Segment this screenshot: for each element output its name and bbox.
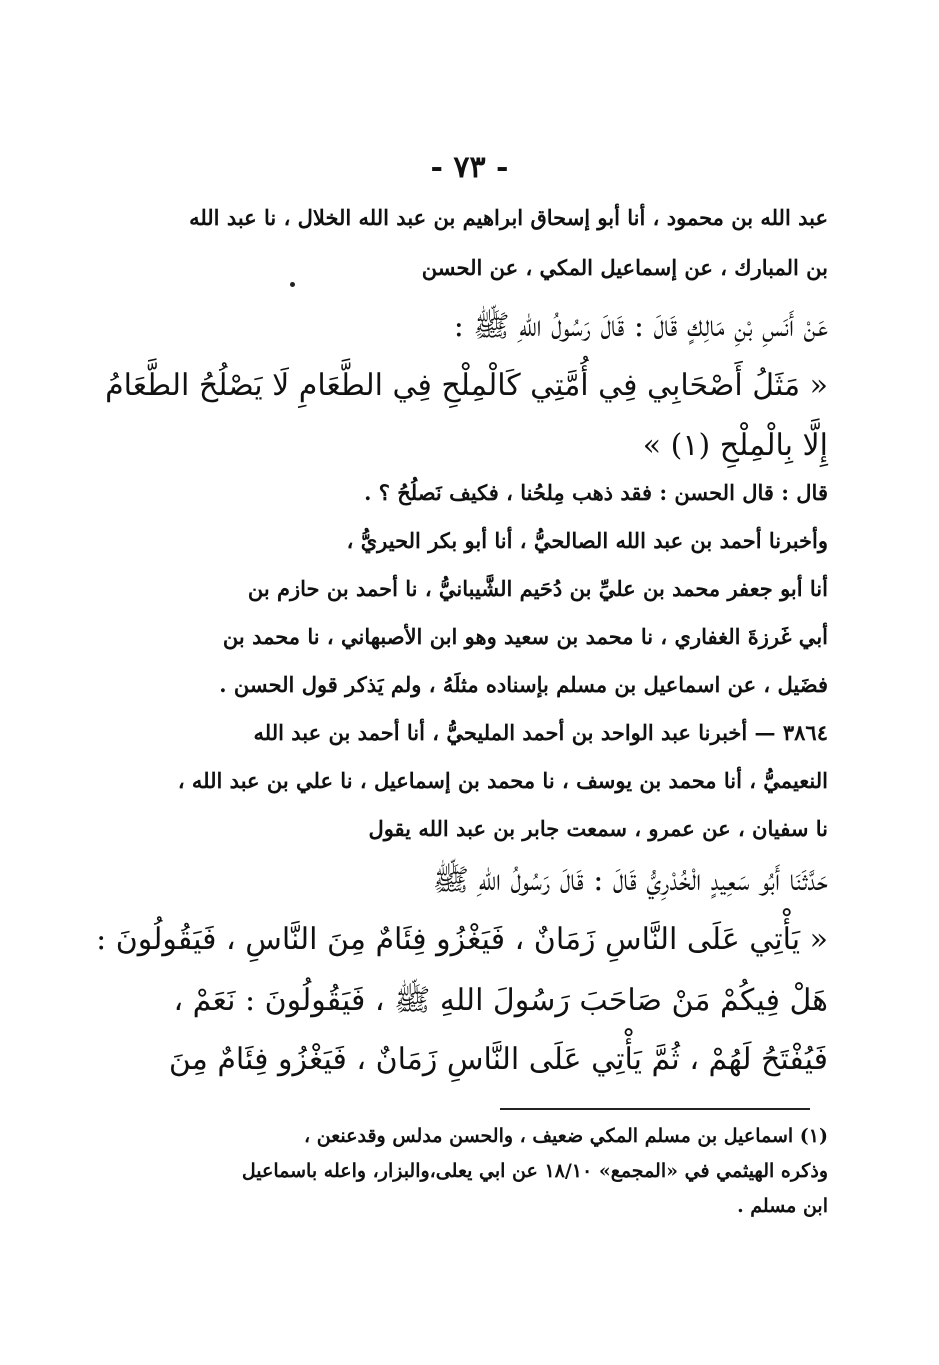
hadith-line: « مَثَلُ أَصْحَابِي فِي أُمَّتِي كَالْمِلْحِ فِي الطَّعَامِ لَا يَصْلُحُ الطَّعَامُ (105, 368, 828, 403)
hadith-line: فَيُفْتَحُ لَهُمْ ، ثُمَّ يَأْتِي عَلَى النَّاسِ زَمَانٌ ، فَيَغْزُو فِئَامٌ مِنَ (168, 1042, 828, 1077)
text-line: فضَيل ، عن اسماعيل بن مسلم بإسناده مثلَهُ ، ولم يَذكر قول الحسن . (219, 672, 828, 697)
text-line: النعيميُّ ، أنا محمد بن يوسف ، نا محمد بن إسماعيل ، نا علي بن عبد الله ، (177, 768, 828, 793)
hadith-line: « يَأْتِي عَلَى النَّاسِ زَمَانٌ ، فَيَغْزُو فِئَامٌ مِنَ النَّاسِ ، فَيَقُولُونَ : (96, 922, 828, 957)
footnote-line: (١) اسماعيل بن مسلم المكي ضعيف ، والحسن مدلس وقدعنعن ، (304, 1125, 828, 1147)
footnote-line: وذكره الهيثمي في «المجمع» ١٨/١٠ عن ابي يعلى،والبزار، واعله باسماعيل (241, 1160, 828, 1182)
hadith-line: حَدَّثَنَا أَبُو سَعِيدٍ الْخُدْرِيُّ قَالَ : قَالَ رَسُولُ اللهِ ﷺ (432, 863, 828, 898)
text-line: أبي غَرزةَ الغفاري ، نا محمد بن سعيد وهو ابن الأصبهاني ، نا محمد بن (222, 624, 828, 649)
footnote-line: ابن مسلم . (737, 1195, 828, 1217)
ink-speck (290, 282, 295, 287)
hadith-number-line: ٣٨٦٤ — أخبرنا عبد الواحد بن أحمد المليحيُّ ، أنا أحمد بن عبد الله (253, 720, 828, 745)
text-line: نا سفيان ، عن عمرو ، سمعت جابر بن عبد الله يقول (368, 816, 828, 841)
text-line: وأخبرنا أحمد بن عبد الله الصالحيُّ ، أنا أبو بكر الحيريُّ ، (346, 528, 828, 553)
footnote-divider (500, 1108, 810, 1110)
hadith-line: عَنْ أَنَسِ بْنِ مَالِكٍ قَالَ : قَالَ رَسُولُ اللهِ ﷺ : (453, 309, 828, 344)
text-line: عبد الله بن محمود ، أنا أبو إسحاق ابراهيم بن عبد الله الخلال ، نا عبد الله (189, 205, 828, 230)
hadith-line: هَلْ فِيكُمْ مَنْ صَاحَبَ رَسُولَ اللهِ ﷺ ، فَيَقُولُونَ : نَعَمْ ، (173, 983, 828, 1018)
hadith-line: إِلَّا بِالْمِلْحِ (١) » (642, 428, 828, 463)
text-line: قال : قال الحسن : فقد ذهب مِلحُنا ، فكيف نَصلُحُ ؟ . (364, 480, 828, 505)
page-number: - ٧٣ - (430, 150, 509, 185)
text-line: بن المبارك ، عن إسماعيل المكي ، عن الحسن (421, 255, 828, 280)
text-line: أنا أبو جعفر محمد بن عليِّ بن دُحَيم الشَّيبانيُّ ، نا أحمد بن حازم بن (247, 576, 828, 601)
